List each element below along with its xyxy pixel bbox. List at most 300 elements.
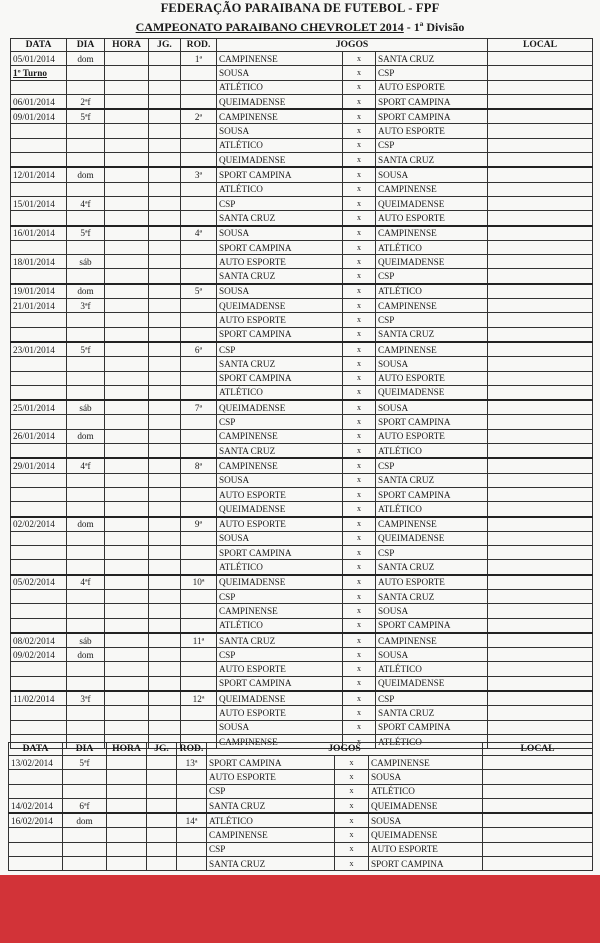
home-team-cell: SPORT CAMPINA (217, 167, 343, 182)
versus-cell: x (343, 575, 376, 590)
rod-cell (177, 784, 207, 798)
table-row (11, 531, 593, 545)
day-cell (67, 385, 105, 400)
date-cell (11, 138, 67, 152)
hora-cell (105, 240, 149, 254)
col-header-dia: DIA (63, 743, 107, 756)
day-cell (67, 531, 105, 545)
day-cell (67, 313, 105, 327)
versus-cell: x (343, 429, 376, 443)
subtitle-tail: - 1ª Divisão (403, 20, 465, 34)
local-cell (488, 604, 593, 618)
day-cell: sáb (67, 255, 105, 269)
day-cell (67, 138, 105, 152)
away-team-cell: CAMPINENSE (376, 299, 488, 313)
versus-cell: x (343, 385, 376, 400)
date-cell (11, 546, 67, 560)
date-cell (11, 211, 67, 226)
away-team-cell: SANTA CRUZ (376, 560, 488, 575)
home-team-cell: SPORT CAMPINA (217, 546, 343, 560)
away-team-cell: AUTO ESPORTE (376, 575, 488, 590)
versus-cell: x (343, 487, 376, 501)
away-team-cell: QUEIMADENSE (369, 828, 483, 842)
jg-cell (149, 706, 181, 720)
table-row (11, 255, 593, 269)
away-team-cell: SANTA CRUZ (376, 327, 488, 342)
rod-cell: 12ª (181, 691, 217, 706)
date-cell (11, 531, 67, 545)
date-cell: 05/02/2014 (11, 575, 67, 590)
document-title: FEDERAÇÃO PARAIBANA DE FUTEBOL - FPF (160, 1, 440, 15)
col-header-rod: ROD. (177, 743, 207, 756)
local-cell (488, 618, 593, 633)
rod-cell (181, 618, 217, 633)
hora-cell (105, 662, 149, 676)
hora-cell (105, 371, 149, 385)
table-row (11, 560, 593, 575)
hora-cell (105, 429, 149, 443)
rod-cell (181, 531, 217, 545)
day-cell: 5ªf (67, 109, 105, 124)
away-team-cell: CAMPINENSE (376, 182, 488, 196)
home-team-cell: CAMPINENSE (217, 604, 343, 618)
rod-cell (181, 676, 217, 691)
local-cell (488, 662, 593, 676)
home-team-cell: CAMPINENSE (217, 458, 343, 473)
jg-cell (149, 153, 181, 168)
local-cell (488, 720, 593, 734)
jg-cell (149, 429, 181, 443)
table-row (11, 473, 593, 487)
hora-cell (105, 182, 149, 196)
home-team-cell: SANTA CRUZ (217, 633, 343, 648)
home-team-cell: SPORT CAMPINA (217, 371, 343, 385)
table-row (11, 400, 593, 415)
hora-cell (105, 269, 149, 284)
home-team-cell: CSP (217, 342, 343, 357)
hora-cell (105, 385, 149, 400)
rod-cell: 10ª (181, 575, 217, 590)
versus-cell: x (343, 342, 376, 357)
day-cell (67, 327, 105, 342)
table-row (11, 633, 593, 648)
day-cell: sáb (67, 400, 105, 415)
day-cell: 4ªf (67, 458, 105, 473)
jg-cell (147, 784, 177, 798)
home-team-cell: SOUSA (217, 226, 343, 241)
col-header-data: DATA (11, 39, 67, 52)
hora-cell (107, 857, 147, 871)
table-row (11, 517, 593, 532)
table-row (11, 153, 593, 168)
away-team-cell: SOUSA (376, 357, 488, 371)
local-cell (488, 327, 593, 342)
day-cell (67, 560, 105, 575)
home-team-cell: QUEIMADENSE (217, 94, 343, 109)
local-cell (488, 706, 593, 720)
table-2-header (9, 743, 593, 756)
local-cell (488, 648, 593, 662)
home-team-cell: ATLÉTICO (217, 618, 343, 633)
local-cell (488, 52, 593, 66)
home-team-cell: SOUSA (217, 473, 343, 487)
date-cell (11, 371, 67, 385)
col-header-local: LOCAL (483, 743, 593, 756)
rod-cell (181, 546, 217, 560)
date-cell (11, 80, 67, 94)
hora-cell (105, 400, 149, 415)
table-row (9, 828, 593, 842)
home-team-cell: CSP (217, 648, 343, 662)
day-cell (67, 357, 105, 371)
home-team-cell: ATLÉTICO (217, 560, 343, 575)
rod-cell (177, 798, 207, 813)
date-cell (11, 589, 67, 603)
versus-cell: x (335, 798, 369, 813)
home-team-cell: CAMPINENSE (217, 52, 343, 66)
rod-cell (181, 240, 217, 254)
jg-cell (149, 299, 181, 313)
table-row (9, 756, 593, 770)
away-team-cell: CAMPINENSE (369, 756, 483, 770)
home-team-cell: CSP (217, 196, 343, 210)
table-row (11, 357, 593, 371)
date-cell: 09/01/2014 (11, 109, 67, 124)
day-cell (67, 66, 105, 80)
away-team-cell: SPORT CAMPINA (376, 720, 488, 734)
versus-cell: x (343, 52, 376, 66)
date-cell (11, 124, 67, 138)
date-cell (9, 784, 63, 798)
document-subtitle (0, 20, 600, 34)
table-row (11, 327, 593, 342)
day-cell (67, 502, 105, 517)
day-cell: 4ªf (67, 196, 105, 210)
day-cell: 5ªf (67, 342, 105, 357)
versus-cell: x (343, 327, 376, 342)
jg-cell (149, 211, 181, 226)
rod-cell: 4ª (181, 226, 217, 241)
date-cell (11, 676, 67, 691)
versus-cell: x (335, 756, 369, 770)
local-cell (488, 80, 593, 94)
away-team-cell: SANTA CRUZ (376, 52, 488, 66)
away-team-cell: CAMPINENSE (376, 226, 488, 241)
table-row (11, 546, 593, 560)
day-cell (67, 473, 105, 487)
jg-cell (149, 676, 181, 691)
home-team-cell: SOUSA (217, 284, 343, 299)
table-row (11, 313, 593, 327)
away-team-cell: ATLÉTICO (376, 662, 488, 676)
away-team-cell: ATLÉTICO (369, 784, 483, 798)
rod-cell (181, 502, 217, 517)
rod-cell (181, 385, 217, 400)
table-1-body (11, 52, 593, 749)
versus-cell: x (343, 167, 376, 182)
table-row (11, 196, 593, 210)
jg-cell (149, 720, 181, 734)
home-team-cell: SOUSA (217, 66, 343, 80)
home-team-cell: SANTA CRUZ (207, 857, 335, 871)
date-cell: 18/01/2014 (11, 255, 67, 269)
home-team-cell: ATLÉTICO (217, 385, 343, 400)
table-row (11, 575, 593, 590)
away-team-cell: CSP (376, 691, 488, 706)
table-row (9, 770, 593, 784)
table-row (11, 415, 593, 429)
rod-cell: 14ª (177, 813, 207, 828)
table-row (11, 167, 593, 182)
jg-cell (147, 798, 177, 813)
home-team-cell: AUTO ESPORTE (217, 662, 343, 676)
away-team-cell: SOUSA (376, 604, 488, 618)
jg-cell (149, 400, 181, 415)
day-cell (67, 589, 105, 603)
local-cell (488, 502, 593, 517)
date-cell (11, 269, 67, 284)
rod-cell (181, 473, 217, 487)
rod-cell (181, 94, 217, 109)
rod-cell (181, 604, 217, 618)
hora-cell (107, 813, 147, 828)
versus-cell: x (343, 66, 376, 80)
day-cell: sáb (67, 633, 105, 648)
date-cell (11, 444, 67, 459)
home-team-cell: QUEIMADENSE (217, 153, 343, 168)
rod-cell (181, 415, 217, 429)
table-row (11, 444, 593, 459)
home-team-cell: ATLÉTICO (217, 182, 343, 196)
hora-cell (105, 444, 149, 459)
home-team-cell: AUTO ESPORTE (217, 313, 343, 327)
rod-cell (181, 196, 217, 210)
hora-cell (105, 502, 149, 517)
hora-cell (105, 648, 149, 662)
table-row (9, 798, 593, 813)
local-cell (488, 240, 593, 254)
rod-cell (181, 211, 217, 226)
hora-cell (105, 720, 149, 734)
local-cell (488, 589, 593, 603)
local-cell (488, 284, 593, 299)
local-cell (488, 196, 593, 210)
hora-cell (105, 255, 149, 269)
hora-cell (105, 52, 149, 66)
rod-cell (181, 720, 217, 734)
versus-cell: x (335, 857, 369, 871)
jg-cell (149, 517, 181, 532)
local-cell (488, 109, 593, 124)
versus-cell: x (343, 676, 376, 691)
versus-cell: x (343, 80, 376, 94)
local-cell (488, 415, 593, 429)
day-cell (67, 676, 105, 691)
away-team-cell: ATLÉTICO (376, 502, 488, 517)
versus-cell: x (343, 109, 376, 124)
day-cell (63, 770, 107, 784)
day-cell (67, 720, 105, 734)
day-cell (67, 618, 105, 633)
day-cell (67, 371, 105, 385)
rod-cell (181, 371, 217, 385)
home-team-cell: CSP (217, 589, 343, 603)
home-team-cell: CAMPINENSE (217, 109, 343, 124)
col-header-dia: DIA (67, 39, 105, 52)
table-row (11, 109, 593, 124)
date-cell: 25/01/2014 (11, 400, 67, 415)
hora-cell (105, 531, 149, 545)
local-cell (483, 828, 593, 842)
day-cell: 3ªf (67, 691, 105, 706)
home-team-cell: SOUSA (217, 531, 343, 545)
away-team-cell: SOUSA (376, 400, 488, 415)
rod-cell (177, 770, 207, 784)
versus-cell: x (343, 299, 376, 313)
rod-cell (177, 857, 207, 871)
rod-cell (181, 269, 217, 284)
table-1-header (11, 39, 593, 52)
local-cell (488, 676, 593, 691)
versus-cell: x (343, 633, 376, 648)
versus-cell: x (343, 604, 376, 618)
local-cell (488, 211, 593, 226)
date-cell: 11/02/2014 (11, 691, 67, 706)
table-row (11, 691, 593, 706)
hora-cell (105, 458, 149, 473)
jg-cell (149, 648, 181, 662)
jg-cell (149, 357, 181, 371)
rod-cell (181, 589, 217, 603)
home-team-cell: CSP (217, 415, 343, 429)
subtitle-main: CAMPEONATO PARAIBANO CHEVROLET 2014 (135, 20, 404, 34)
rod-cell (181, 255, 217, 269)
versus-cell: x (343, 560, 376, 575)
hora-cell (105, 575, 149, 590)
date-cell (11, 604, 67, 618)
away-team-cell: AUTO ESPORTE (376, 429, 488, 443)
date-cell (11, 706, 67, 720)
local-cell (488, 269, 593, 284)
day-cell: dom (67, 429, 105, 443)
table-row (11, 299, 593, 313)
away-team-cell: SOUSA (376, 167, 488, 182)
home-team-cell: CAMPINENSE (207, 828, 335, 842)
jg-cell (149, 196, 181, 210)
versus-cell: x (343, 226, 376, 241)
jg-cell (149, 240, 181, 254)
versus-cell: x (343, 357, 376, 371)
home-team-cell: QUEIMADENSE (217, 691, 343, 706)
date-cell: 26/01/2014 (11, 429, 67, 443)
jg-cell (149, 458, 181, 473)
jg-cell (149, 182, 181, 196)
jg-cell (147, 813, 177, 828)
local-cell (483, 770, 593, 784)
jg-cell (149, 546, 181, 560)
away-team-cell: AUTO ESPORTE (376, 211, 488, 226)
day-cell (67, 415, 105, 429)
date-cell (11, 662, 67, 676)
hora-cell (105, 633, 149, 648)
away-team-cell: ATLÉTICO (376, 284, 488, 299)
table-row (9, 813, 593, 828)
hora-cell (105, 211, 149, 226)
away-team-cell: CAMPINENSE (376, 517, 488, 532)
day-cell (63, 828, 107, 842)
hora-cell (105, 94, 149, 109)
away-team-cell: SANTA CRUZ (376, 473, 488, 487)
jg-cell (149, 94, 181, 109)
jg-cell (149, 124, 181, 138)
local-cell (488, 299, 593, 313)
date-cell (11, 618, 67, 633)
home-team-cell: SANTA CRUZ (217, 269, 343, 284)
versus-cell: x (343, 400, 376, 415)
local-cell (488, 487, 593, 501)
away-team-cell: CAMPINENSE (376, 342, 488, 357)
rod-cell: 9ª (181, 517, 217, 532)
jg-cell (149, 662, 181, 676)
table-row (11, 618, 593, 633)
local-cell (488, 153, 593, 168)
table-row (11, 342, 593, 357)
away-team-cell: ATLÉTICO (376, 240, 488, 254)
away-team-cell: SOUSA (369, 770, 483, 784)
date-cell: 12/01/2014 (11, 167, 67, 182)
hora-cell (105, 284, 149, 299)
day-cell: 3ªf (67, 299, 105, 313)
table-row (11, 66, 593, 80)
jg-cell (147, 828, 177, 842)
day-cell (67, 487, 105, 501)
local-cell (483, 784, 593, 798)
hora-cell (105, 691, 149, 706)
rod-cell: 2ª (181, 109, 217, 124)
hora-cell (105, 138, 149, 152)
local-cell (488, 546, 593, 560)
away-team-cell: AUTO ESPORTE (376, 80, 488, 94)
local-cell (488, 182, 593, 196)
jg-cell (149, 575, 181, 590)
hora-cell (107, 842, 147, 856)
day-cell (67, 80, 105, 94)
jg-cell (149, 531, 181, 545)
table-row (9, 784, 593, 798)
hora-cell (107, 828, 147, 842)
versus-cell: x (343, 589, 376, 603)
jg-cell (149, 342, 181, 357)
table-row (11, 94, 593, 109)
rod-cell (177, 842, 207, 856)
jg-cell (149, 313, 181, 327)
away-team-cell: QUEIMADENSE (376, 531, 488, 545)
versus-cell: x (343, 269, 376, 284)
local-cell (488, 429, 593, 443)
schedule-table-1 (10, 38, 593, 749)
hora-cell (107, 770, 147, 784)
away-team-cell: SANTA CRUZ (376, 589, 488, 603)
day-cell: 6ªf (63, 798, 107, 813)
jg-cell (149, 109, 181, 124)
local-cell (488, 444, 593, 459)
local-cell (488, 342, 593, 357)
jg-cell (147, 770, 177, 784)
versus-cell: x (343, 240, 376, 254)
rod-cell: 13ª (177, 756, 207, 770)
rod-cell (181, 182, 217, 196)
jg-cell (149, 444, 181, 459)
